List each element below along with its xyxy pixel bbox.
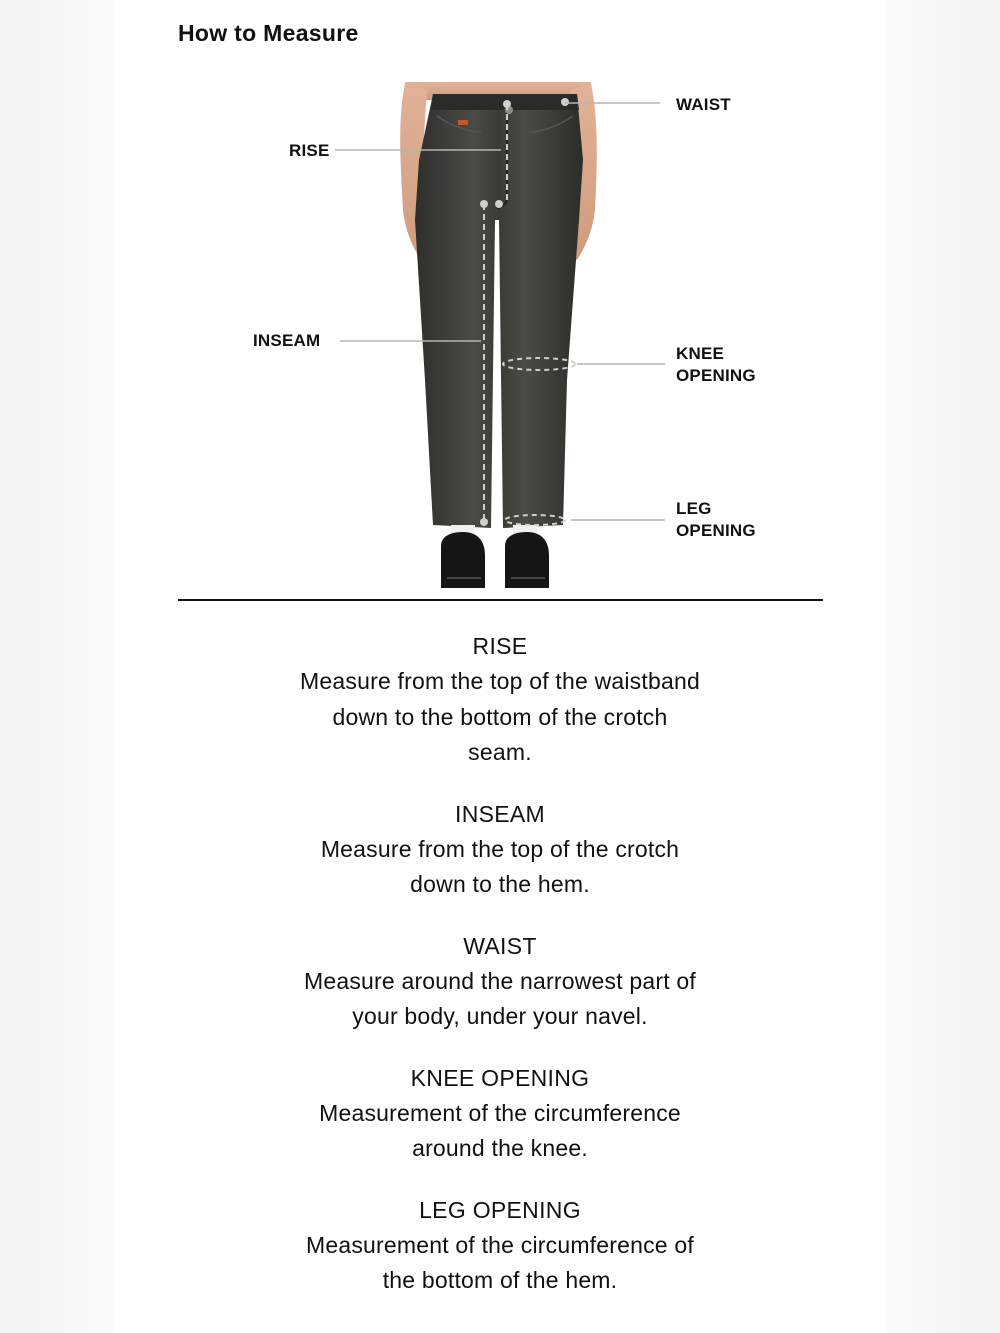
callout-knee-line-1: KNEE xyxy=(676,344,725,363)
right-shoe xyxy=(505,532,549,588)
definition-line: down to the bottom of the crotch xyxy=(332,703,668,730)
left-shoe xyxy=(441,532,485,588)
jeans xyxy=(415,94,583,528)
definition-line: Measurement of the circumference of xyxy=(306,1231,694,1258)
callout-waist: WAIST xyxy=(676,95,731,114)
measure-guide-panel xyxy=(115,0,885,1333)
callout-rise: RISE xyxy=(289,141,330,160)
definition-line: your body, under your navel. xyxy=(352,1003,648,1029)
definition-rise xyxy=(250,628,750,771)
callout-knee-line-2: OPENING xyxy=(676,366,756,385)
definition-inseam xyxy=(250,796,750,903)
callout-inseam: INSEAM xyxy=(253,331,321,350)
definition-line: Measure around the narrowest part of xyxy=(303,967,697,994)
definition-line: Measure from the top of the waistband xyxy=(300,668,700,694)
definition-line: Measure from the top of the crotch xyxy=(320,835,680,862)
definition-knee-opening xyxy=(250,1060,750,1167)
measurement-definitions xyxy=(115,628,885,1324)
callout-leg-line-1: LEG xyxy=(676,499,712,518)
rise-bottom-dot xyxy=(495,200,503,208)
page-title: How to Measure xyxy=(178,20,359,46)
definition-title: LEG OPENING xyxy=(419,1196,581,1223)
callout-knee-opening xyxy=(676,343,756,387)
rise-top-dot xyxy=(503,100,511,108)
definition-line: down to the hem. xyxy=(410,871,590,897)
callout-leg-opening xyxy=(676,498,756,542)
definition-line: the bottom of the hem. xyxy=(382,1267,618,1293)
waist-dot xyxy=(561,98,569,106)
definition-title: KNEE OPENING xyxy=(410,1064,590,1091)
definition-line: around the knee. xyxy=(412,1135,588,1161)
jeans-measurement-diagram xyxy=(115,80,885,600)
section-divider xyxy=(178,599,823,601)
inseam-top-dot xyxy=(480,200,488,208)
callout-leg-line-2: OPENING xyxy=(676,521,756,540)
definition-leg-opening xyxy=(250,1192,750,1299)
inseam-bottom-dot xyxy=(480,518,488,526)
page-margin-left xyxy=(0,0,115,1333)
definition-title: RISE xyxy=(472,633,528,659)
definition-title: INSEAM xyxy=(455,800,545,827)
definition-title: WAIST xyxy=(463,932,537,959)
definition-line: seam. xyxy=(468,739,532,765)
pocket-tab xyxy=(458,120,468,125)
page-margin-right xyxy=(885,0,1000,1333)
definition-line: Measurement of the circumference xyxy=(319,1099,681,1126)
jeans-photo-illustration xyxy=(115,80,885,600)
definition-waist xyxy=(250,928,750,1035)
